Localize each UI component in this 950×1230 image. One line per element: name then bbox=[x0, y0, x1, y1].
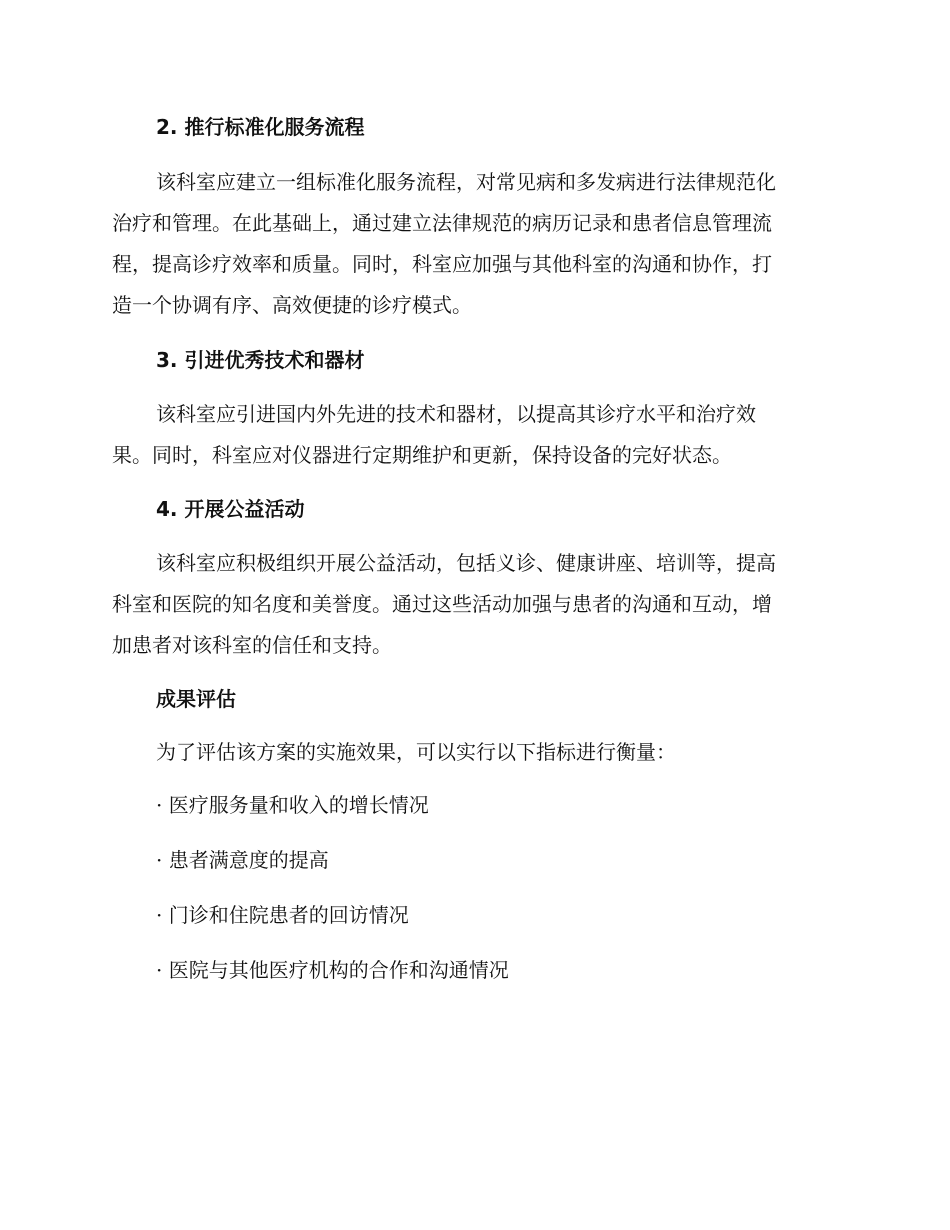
list-item: · 患者满意度的提高 bbox=[156, 848, 329, 872]
section-paragraph-public-welfare bbox=[112, 543, 832, 666]
paragraph-line: 该科室应建立一组标准化服务流程，对常见病和多发病进行法律规范化 bbox=[156, 170, 776, 194]
paragraph-line: 该科室应积极组织开展公益活动，包括义诊、健康讲座、培训等，提高 bbox=[156, 551, 776, 575]
section-paragraph-standardized-process bbox=[112, 162, 832, 326]
list-item: · 医院与其他医疗机构的合作和沟通情况 bbox=[156, 958, 509, 982]
evaluation-indicator-list bbox=[112, 786, 832, 989]
paragraph-line: 造一个协调有序、高效便捷的诊疗模式。 bbox=[112, 293, 472, 317]
section-heading-public-welfare: 4. 开展公益活动 bbox=[156, 497, 305, 521]
document-body bbox=[112, 108, 832, 989]
paragraph-line: 加患者对该科室的信任和支持。 bbox=[112, 633, 392, 657]
paragraph-line: 治疗和管理。在此基础上，通过建立法律规范的病历记录和患者信息管理流 bbox=[112, 211, 772, 235]
paragraph-line: 科室和医院的知名度和美誉度。通过这些活动加强与患者的沟通和互动，增 bbox=[112, 592, 772, 616]
evaluation-intro: 为了评估该方案的实施效果，可以实行以下指标进行衡量： bbox=[156, 740, 676, 764]
list-item: · 门诊和住院患者的回访情况 bbox=[156, 903, 409, 927]
section-heading-technology-equipment: 3. 引进优秀技术和器材 bbox=[156, 348, 365, 372]
paragraph-line: 果。同时，科室应对仪器进行定期维护和更新，保持设备的完好状态。 bbox=[112, 443, 732, 467]
section-heading-standardized-process: 2. 推行标准化服务流程 bbox=[156, 115, 365, 139]
section-paragraph-technology-equipment bbox=[112, 394, 832, 476]
paragraph-line: 该科室应引进国内外先进的技术和器材，以提高其诊疗水平和治疗效 bbox=[156, 402, 756, 426]
list-item: · 医疗服务量和收入的增长情况 bbox=[156, 793, 429, 817]
paragraph-line: 程，提高诊疗效率和质量。同时，科室应加强与其他科室的沟通和协作，打 bbox=[112, 252, 772, 276]
section-heading-outcome-evaluation: 成果评估 bbox=[156, 687, 236, 711]
